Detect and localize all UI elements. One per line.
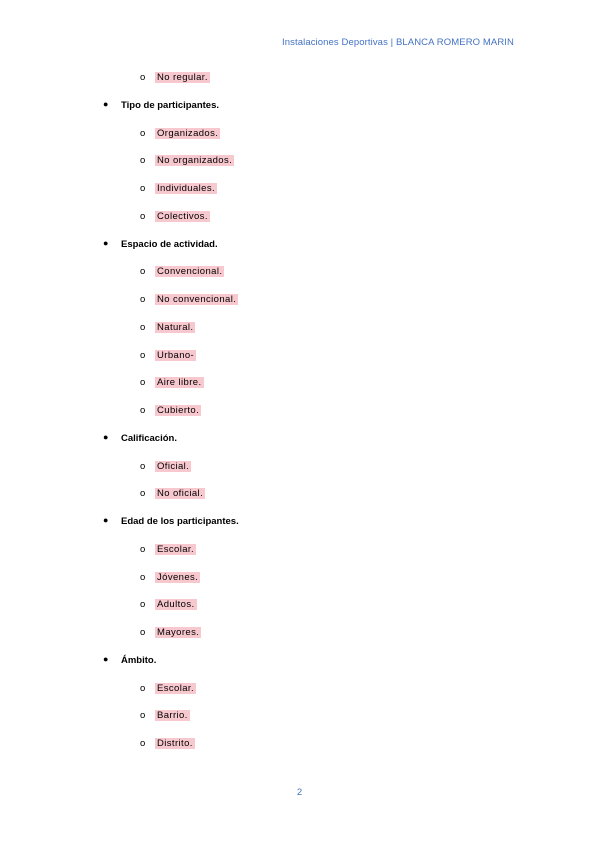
circle-bullet-icon: o: [140, 266, 146, 278]
list-item-text: No organizados.: [157, 155, 233, 167]
page-number: 2: [296, 787, 303, 798]
list-item-text: Natural.: [157, 321, 194, 333]
list-item-text: Escolar.: [157, 543, 194, 555]
list-item-text: No oficial.: [157, 488, 204, 500]
circle-bullet-icon: o: [140, 321, 146, 333]
list-item-text: Cubierto.: [157, 405, 200, 416]
list-item-text: Adultos.: [157, 599, 195, 611]
circle-bullet-icon: o: [140, 543, 146, 555]
circle-bullet-icon: o: [140, 599, 146, 611]
list-item-text: No regular.: [157, 72, 208, 83]
list-item-text: Aire libre.: [157, 377, 202, 389]
section-heading-text: Ámbito.: [121, 654, 157, 666]
list-item-text: Individuales.: [157, 183, 216, 194]
circle-bullet-icon: o: [140, 738, 146, 749]
circle-bullet-icon: o: [140, 349, 146, 361]
list-item-text: Escolar.: [157, 682, 194, 694]
disc-bullet-icon: ●: [103, 431, 109, 442]
list-item-text: Mayores.: [157, 627, 200, 638]
section-heading-text: Espacio de actividad.: [121, 238, 218, 250]
list-item-text: Oficial.: [157, 460, 190, 472]
page-header: Instalaciones Deportivas | BLANCA ROMERO MARIN: [282, 37, 514, 48]
list-item-text: Colectivos.: [157, 210, 208, 222]
section-heading-text: Tipo de participantes.: [121, 99, 220, 111]
circle-bullet-icon: o: [140, 183, 146, 194]
circle-bullet-icon: o: [140, 488, 146, 500]
section-heading-text: Edad de los participantes.: [121, 516, 239, 527]
circle-bullet-icon: o: [140, 127, 146, 139]
circle-bullet-icon: o: [140, 405, 146, 416]
circle-bullet-icon: o: [140, 710, 146, 722]
circle-bullet-icon: o: [140, 377, 146, 389]
circle-bullet-icon: o: [140, 210, 146, 222]
circle-bullet-icon: o: [140, 155, 146, 167]
disc-bullet-icon: ●: [103, 98, 109, 109]
disc-bullet-icon: ●: [103, 237, 109, 248]
circle-bullet-icon: o: [140, 627, 146, 638]
disc-bullet-icon: ●: [103, 515, 109, 525]
list-item-text: No convencional.: [157, 294, 237, 305]
list-item-text: Distrito.: [157, 738, 193, 749]
circle-bullet-icon: o: [140, 294, 146, 305]
list-item-text: Urbano-: [157, 349, 195, 361]
circle-bullet-icon: o: [140, 72, 146, 83]
list-item-text: Convencional.: [157, 266, 223, 278]
disc-bullet-icon: ●: [103, 653, 109, 664]
circle-bullet-icon: o: [140, 682, 146, 694]
list-item-text: Organizados.: [157, 127, 219, 139]
circle-bullet-icon: o: [140, 460, 146, 472]
list-item-text: Barrio.: [157, 710, 188, 722]
section-heading-text: Calificación.: [121, 432, 177, 444]
list-item-text: Jóvenes.: [157, 571, 199, 583]
circle-bullet-icon: o: [140, 571, 146, 583]
